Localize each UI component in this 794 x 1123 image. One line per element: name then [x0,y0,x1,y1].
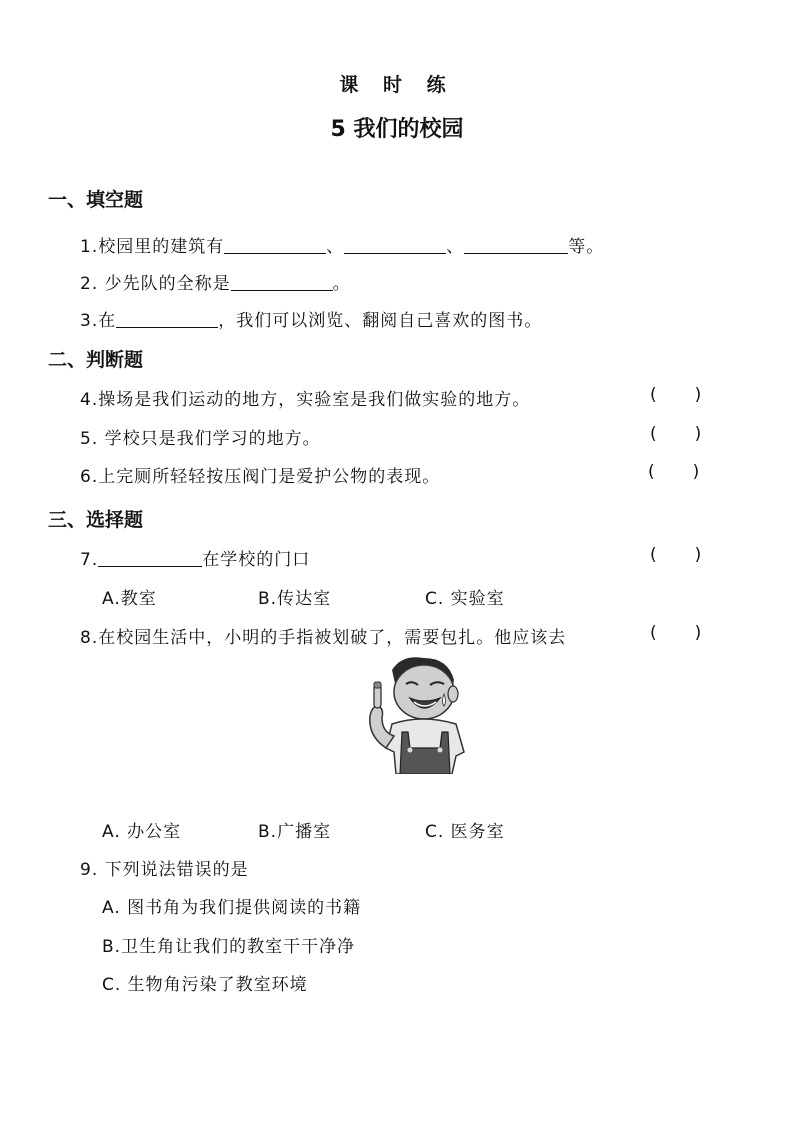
question-1 [80,232,604,257]
q7-suffix: 在学校的门口 [202,550,311,570]
q1-suffix: 等。 [568,237,605,257]
question-6: 6.上完厕所轻轻按压阀门是爱护公物的表现。 [80,467,441,487]
section-fill-in: 一、填空题 [48,189,144,211]
answer-paren[interactable]: ( ) [650,424,702,444]
q9-option-b[interactable]: B.卫生角让我们的教室干干净净 [102,937,356,957]
answer-paren[interactable]: ( ) [650,623,702,643]
crying-boy-illustration [352,652,472,774]
q7-prefix: 7. [80,550,99,570]
q7-option-b[interactable]: B.传达室 [258,589,332,609]
boy-picture-icon [352,652,472,774]
q8-option-b[interactable]: B.广播室 [258,822,332,842]
answer-paren[interactable]: ( ) [648,462,700,482]
question-9: 9. 下列说法错误的是 [80,860,249,880]
answer-paren[interactable]: ( ) [650,545,702,565]
answer-blank[interactable] [116,310,218,328]
answer-blank[interactable] [224,236,326,254]
section-true-false: 二、判断题 [48,349,144,371]
q9-option-a[interactable]: A. 图书角为我们提供阅读的书籍 [102,898,362,918]
question-2 [80,269,351,294]
q7-option-a[interactable]: A.教室 [102,589,157,609]
question-5: 5. 学校只是我们学习的地方。 [80,429,321,449]
lesson-title: 5 我们的校园 [330,117,464,142]
answer-blank[interactable] [98,549,202,567]
answer-blank[interactable] [231,273,333,291]
worksheet-title: 课 时 练 [339,74,455,96]
answer-paren[interactable]: ( ) [650,385,702,405]
question-8: 8.在校园生活中，小明的手指被划破了，需要包扎。他应该去 [80,628,567,648]
q7-option-c[interactable]: C. 实验室 [425,589,505,609]
answer-blank[interactable] [464,236,568,254]
q8-option-a[interactable]: A. 办公室 [102,822,182,842]
q1-prefix: 1.校园里的建筑有 [80,237,225,257]
q1-sep2: 、 [446,237,465,257]
q8-option-c[interactable]: C. 医务室 [425,822,505,842]
section-multiple-choice: 三、选择题 [48,509,144,531]
question-4: 4.操场是我们运动的地方，实验室是我们做实验的地方。 [80,390,531,410]
q1-sep1: 、 [326,237,345,257]
q2-prefix: 2. 少先队的全称是 [80,274,231,294]
q3-suffix: ，我们可以浏览、翻阅自己喜欢的图书。 [218,311,543,331]
q2-suffix: 。 [332,274,351,294]
q9-option-c[interactable]: C. 生物角污染了教室环境 [102,975,308,995]
question-7 [80,545,310,570]
question-3 [80,306,542,331]
answer-blank[interactable] [344,236,446,254]
q3-prefix: 3.在 [80,311,117,331]
